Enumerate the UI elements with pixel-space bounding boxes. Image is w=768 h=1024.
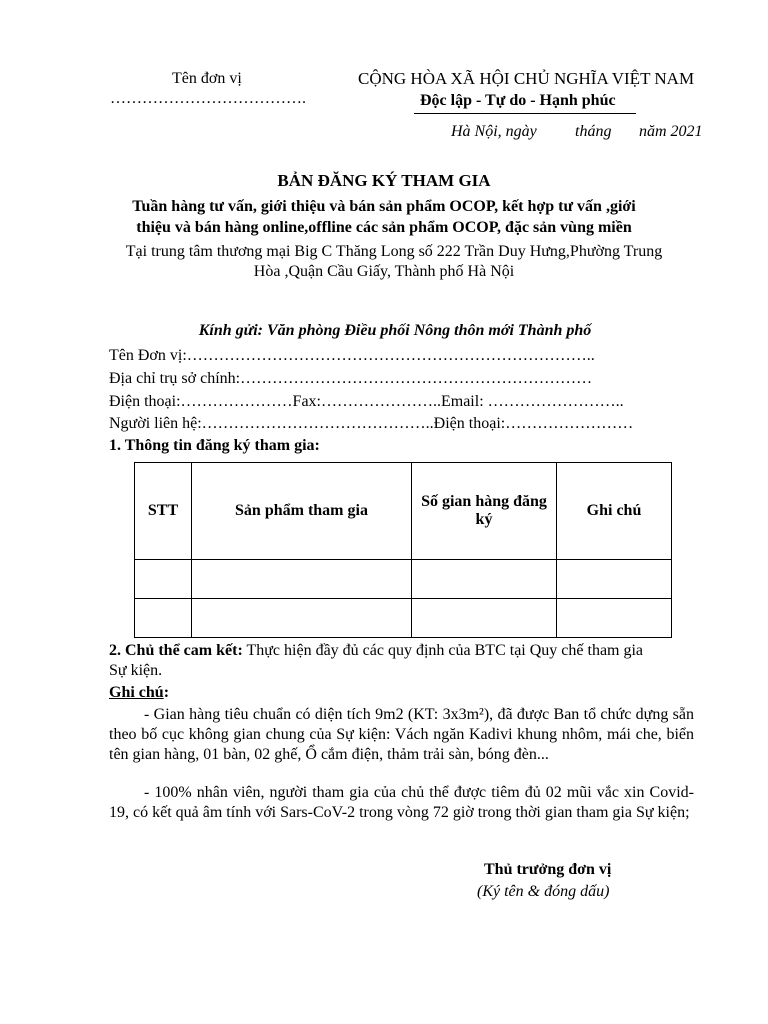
document-title: BẢN ĐĂNG KÝ THAM GIA [277,171,491,190]
table-cell [135,599,192,638]
field-unit-name: Tên Đơn vị:………………………………………………………………….. [109,347,595,364]
notes-colon: : [163,684,170,701]
unit-dots: ………………………………. [110,90,306,107]
motto: Độc lập - Tự do - Hạnh phúc [420,92,616,109]
field-address: Địa chỉ trụ sở chính:………………………………………………………… [109,370,593,387]
notes-heading [109,684,169,702]
table-cell [192,599,412,638]
commitment-line-2: Sự kiện. [109,662,163,679]
signature-title: Thủ trưởng đơn vị [484,861,612,878]
header-note: Ghi chú [557,463,672,560]
unit-label: Tên đơn vị [172,70,242,87]
commitment-text: Thực hiện đầy đủ các quy định của BTC tại Quy chế tham gia [242,642,644,659]
date-place: Hà Nội, ngày [451,123,537,140]
table-cell [412,560,557,599]
motto-underline [414,113,636,114]
field-contact: Người liên hệ:……………………………………..Điện thoại:…………………… [109,415,634,432]
table-cell [557,599,672,638]
venue-line-1: Tại trung tâm thương mại Big C Thăng Long số 222 Trần Duy Hưng,Phường Trung [125,243,663,260]
header-booth-count: Số gian hàng đăng ký [412,463,557,560]
registration-table [134,462,672,638]
table-cell [557,560,672,599]
venue-line-2: Hòa ,Quận Cầu Giấy, Thành phố Hà Nội [253,263,515,280]
table-cell [192,560,412,599]
date-month: tháng [575,123,612,140]
field-phone-fax-email: Điện thoại:…………………Fax:…………………..Email: …………………….. [109,393,624,410]
subtitle-line-2: thiệu và bán hàng online,offline các sản phẩm OCOP, đặc sản vùng miền [136,219,632,236]
note-1: - Gian hàng tiêu chuẩn có diện tích 9m2 (KT: 3x3m²), đã được Ban tổ chức dựng sẵn theo bố cục không gian chung của Sự kiện: Vách ngăn Kadivi khung nhôm, mái che, biển tên gian hàng, 01 bàn, 02 ghế, Ổ cắm điện, thảm trải sàn, bóng đèn... [109,706,694,763]
table-row [135,560,672,599]
header-stt: STT [135,463,192,560]
commitment-line-1 [109,642,643,660]
table-cell [412,599,557,638]
table-cell [135,560,192,599]
commitment-label: 2. Chủ thể cam kết: [109,642,243,659]
addressee: Kính gửi: Văn phòng Điều phối Nông thôn mới Thành phố [198,322,592,339]
table-header-row [135,463,672,560]
country-name: CỘNG HÒA XÃ HỘI CHỦ NGHĨA VIỆT NAM [358,69,695,88]
header-product: Sản phẩm tham gia [192,463,412,560]
notes-label: Ghi chú [109,684,164,701]
section-1-title: 1. Thông tin đăng ký tham gia: [109,437,320,454]
subtitle-line-1: Tuần hàng tư vấn, giới thiệu và bán sản phẩm OCOP, kết hợp tư vấn ,giới [132,198,636,215]
note-2: - 100% nhân viên, người tham gia của chủ thể được tiêm đủ 02 mũi vắc xin Covid-19, có kết quả âm tính với Sars-CoV-2 trong vòng 72 giờ trong thời gian tham gia Sự kiện; [109,784,694,821]
table-row [135,599,672,638]
date-year: năm 2021 [639,123,703,140]
signature-note: (Ký tên & đóng dấu) [477,883,610,900]
